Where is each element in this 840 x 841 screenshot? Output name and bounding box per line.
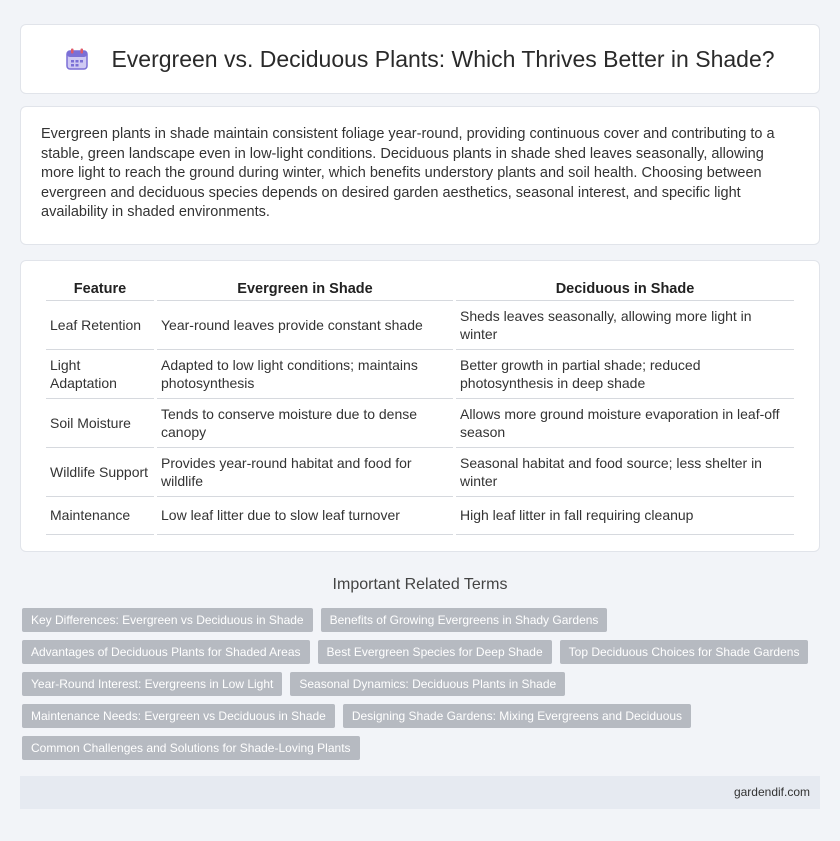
related-term-tag[interactable]: Designing Shade Gardens: Mixing Evergreens and Deciduous: [343, 704, 691, 728]
table-row: [46, 497, 794, 535]
header-evergreen: Evergreen in Shade: [157, 275, 453, 301]
table-row: [46, 350, 794, 399]
cell-feature: Leaf Retention: [46, 301, 154, 350]
calendar-icon: [65, 47, 89, 71]
table-header-row: [46, 275, 794, 301]
cell-feature: Light Adaptation: [46, 350, 154, 399]
intro-text: Evergreen plants in shade maintain consistent foliage year-round, providing continuous cover and contributing to a stable, green landscape even in low-light conditions. Deciduous plants in shade shed leaves seasonally, allowing more light to reach the ground during winter, which benefits understory plants and soil health. Choosing between evergreen and deciduous species depends on desired garden aesthetics, seasonal interest, and specific light availability in shaded environments.: [41, 126, 775, 221]
table-row: [46, 301, 794, 350]
cell-deciduous: Allows more ground moisture evaporation in leaf-off season: [456, 399, 794, 448]
cell-evergreen: Provides year-round habitat and food for wildlife: [157, 448, 453, 497]
intro-card: [20, 106, 820, 245]
cell-feature: Soil Moisture: [46, 399, 154, 448]
cell-evergreen: Adapted to low light conditions; maintains photosynthesis: [157, 350, 453, 399]
cell-deciduous: High leaf litter in fall requiring cleanup: [456, 497, 794, 535]
comparison-table: [43, 275, 797, 535]
related-term-tag[interactable]: Year-Round Interest: Evergreens in Low Light: [22, 672, 282, 696]
related-term-tag[interactable]: Advantages of Deciduous Plants for Shaded Areas: [22, 640, 310, 664]
cell-evergreen: Low leaf litter due to slow leaf turnover: [157, 497, 453, 535]
cell-evergreen: Year-round leaves provide constant shade: [157, 301, 453, 350]
related-term-tag[interactable]: Maintenance Needs: Evergreen vs Deciduous in Shade: [22, 704, 335, 728]
related-terms-list: [22, 608, 820, 760]
cell-deciduous: Seasonal habitat and food source; less shelter in winter: [456, 448, 794, 497]
table-row: [46, 399, 794, 448]
related-term-tag[interactable]: Benefits of Growing Evergreens in Shady Gardens: [321, 608, 608, 632]
related-term-tag[interactable]: Common Challenges and Solutions for Shade-Loving Plants: [22, 736, 360, 760]
page-footer: [20, 776, 820, 809]
header-feature: Feature: [46, 275, 154, 301]
page-title: Evergreen vs. Deciduous Plants: Which Thrives Better in Shade?: [111, 45, 775, 72]
cell-feature: Wildlife Support: [46, 448, 154, 497]
related-term-tag[interactable]: Best Evergreen Species for Deep Shade: [318, 640, 552, 664]
comparison-card: [20, 260, 820, 552]
related-term-tag[interactable]: Top Deciduous Choices for Shade Gardens: [560, 640, 809, 664]
cell-deciduous: Better growth in partial shade; reduced photosynthesis in deep shade: [456, 350, 794, 399]
related-term-tag[interactable]: Key Differences: Evergreen vs Deciduous in Shade: [22, 608, 313, 632]
related-terms-title: Important Related Terms: [332, 575, 508, 593]
cell-evergreen: Tends to conserve moisture due to dense canopy: [157, 399, 453, 448]
related-term-tag[interactable]: Seasonal Dynamics: Deciduous Plants in Shade: [290, 672, 565, 696]
table-row: [46, 448, 794, 497]
page-header: [20, 24, 820, 94]
site-link[interactable]: gardendif.com: [733, 785, 810, 800]
cell-feature: Maintenance: [46, 497, 154, 535]
cell-deciduous: Sheds leaves seasonally, allowing more light in winter: [456, 301, 794, 350]
header-deciduous: Deciduous in Shade: [456, 275, 794, 301]
